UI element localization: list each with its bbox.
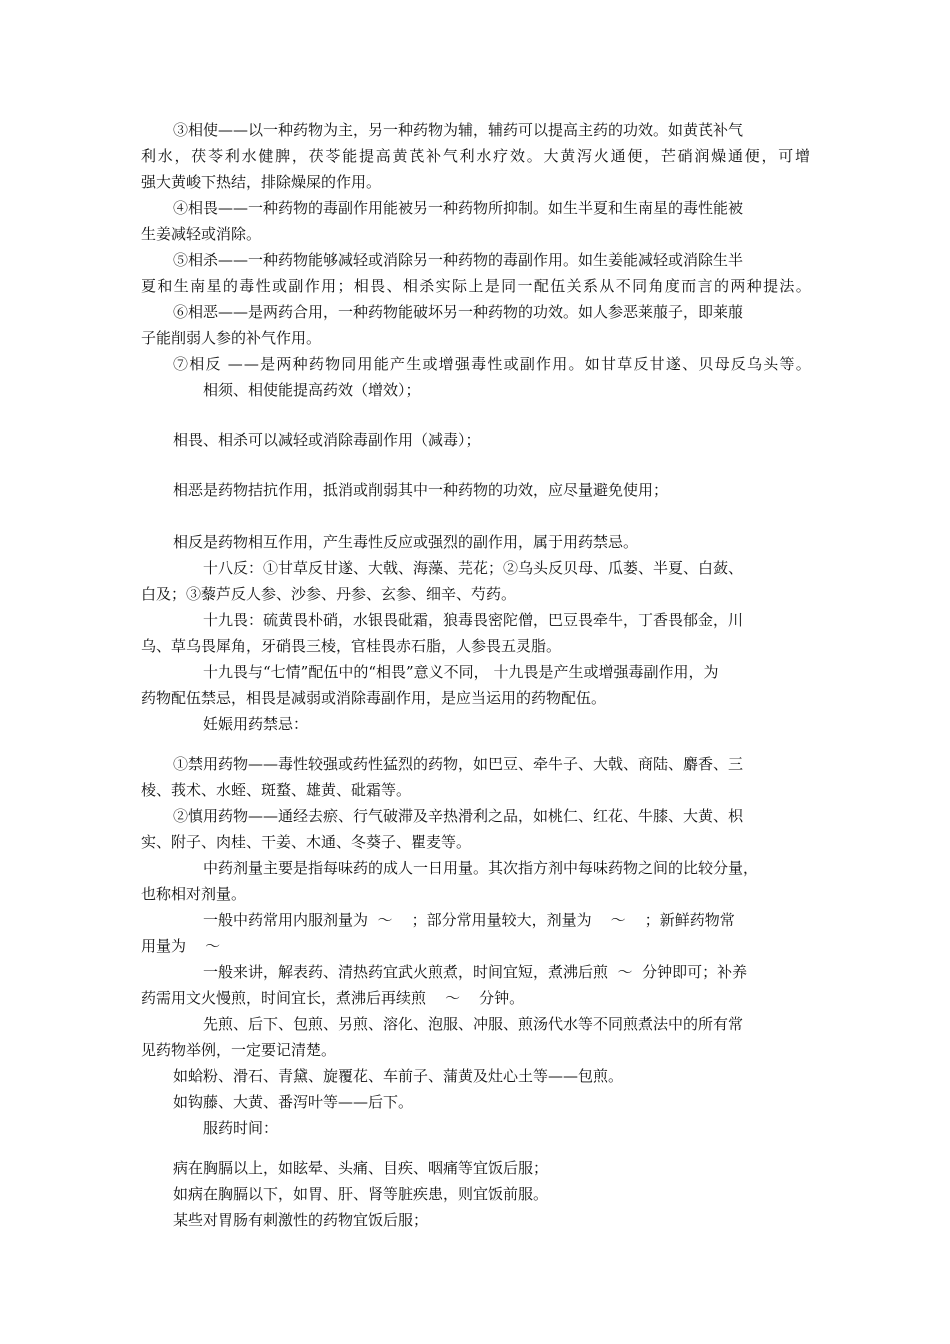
text-line: 如钩藤、大黄、番泻叶等——后下。: [173, 1093, 414, 1111]
text-line: 实、附子、肉桂、干姜、木通、冬葵子、瞿麦等。: [141, 833, 472, 851]
text-line: 也称相对剂量。: [141, 885, 247, 903]
text-line: 相恶是药物拮抗作用，抵消或削弱其中一种药物的功效，应尽量避免使用；: [173, 481, 669, 499]
text-line: 先煎、后下、包煎、另煎、溶化、泡服、冲服、煎汤代水等不同煎煮法中的所有常: [203, 1015, 744, 1033]
text-line: 药需用文火慢煎，时间宜长，煮沸后再续煎 ～ 分钟。: [141, 989, 525, 1007]
text-line: 十八反：①甘草反甘遂、大戟、海藻、芫花；②乌头反贝母、瓜蒌、半夏、白蔹、: [203, 559, 744, 577]
text-line: ③相使——以一种药物为主，另一种药物为辅，辅药可以提高主药的功效。如黄芪补气: [173, 121, 744, 139]
text-line: ⑥相恶——是两药合用，一种药物能破坏另一种药物的功效。如人参恶莱菔子，即莱菔: [173, 303, 744, 321]
text-line: 一般来讲，解表药、清热药宜武火煎煮，时间宜短，煮沸后煎 ～ 分钟即可；补养: [203, 963, 748, 981]
text-line: 见药物举例，一定要记清楚。: [141, 1041, 337, 1059]
text-line: 利水，茯苓利水健脾，茯苓能提高黄芪补气利水疗效。大黄泻火通便，芒硝润燥通便，可增: [141, 147, 812, 165]
text-line: 如蛤粉、滑石、青黛、旋覆花、车前子、蒲黄及灶心土等——包煎。: [173, 1067, 624, 1085]
text-line: 中药剂量主要是指每味药的成人一日用量。其次指方剂中每味药物之间的比较分量，: [203, 859, 759, 877]
text-line: 某些对胃肠有刺激性的药物宜饭后服；: [173, 1211, 429, 1229]
text-line: 棱、莪术、水蛭、斑蝥、雄黄、砒霜等。: [141, 781, 412, 799]
text-line: ⑤相杀——一种药物能够减轻或消除另一种药物的毒副作用。如生姜能减轻或消除生半: [173, 251, 744, 269]
text-line: 药物配伍禁忌，相畏是减弱或消除毒副作用，是应当运用的药物配伍。: [141, 689, 607, 707]
text-line: 用量为 ～: [141, 937, 221, 955]
text-line: ①禁用药物——毒性较强或药性猛烈的药物，如巴豆、牵牛子、大戟、商陆、麝香、三: [173, 755, 744, 773]
text-line: 相畏、相杀可以减轻或消除毒副作用（减毒）；: [173, 431, 481, 449]
text-line: 十九畏与“七情”配伍中的“相畏”意义不同， 十九畏是产生或增强毒副作用，为: [203, 663, 719, 681]
text-line: 乌、草乌畏犀角，牙硝畏三棱，官桂畏赤石脂，人参畏五灵脂。: [141, 637, 562, 655]
text-line: 夏和生南星的毒性或副作用；相畏、相杀实际上是同一配伍关系从不同角度而言的两种提法。: [141, 277, 813, 295]
text-line: 白及；③藜芦反人参、沙参、丹参、玄参、细辛、芍药。: [141, 585, 517, 603]
text-line: ⑦相反 ——是两种药物同用能产生或增强毒性或副作用。如甘草反甘遂、贝母反乌头等。: [173, 355, 812, 373]
text-line: 妊娠用药禁忌：: [203, 715, 309, 733]
text-line: 相须、相使能提高药效（增效）；: [203, 381, 421, 399]
text-line: 子能削弱人参的补气作用。: [141, 329, 322, 347]
text-line: 生姜减轻或消除。: [141, 225, 262, 243]
text-line: 一般中药常用内服剂量为 ～ ；部分常用量较大，剂量为 ～ ；新鲜药物常: [203, 911, 735, 929]
text-line: 如病在胸膈以下，如胃、肝、肾等脏疾患，则宜饭前服。: [173, 1185, 549, 1203]
text-line: 服药时间：: [203, 1119, 279, 1137]
text-line: ④相畏——一种药物的毒副作用能被另一种药物所抑制。如生半夏和生南星的毒性能被: [173, 199, 744, 217]
text-line: ②慎用药物——通经去瘀、行气破滞及辛热滑利之品，如桃仁、红花、牛膝、大黄、枳: [173, 807, 744, 825]
text-line: 病在胸膈以上，如眩晕、头痛、目疾、咽痛等宜饭后服；: [173, 1159, 549, 1177]
text-line: 相反是药物相互作用，产生毒性反应或强烈的副作用，属于用药禁忌。: [173, 533, 639, 551]
text-line: 十九畏：硫黄畏朴硝，水银畏砒霜，狼毒畏密陀僧，巴豆畏牵牛，丁香畏郁金，川: [203, 611, 744, 629]
text-line: 强大黄峻下热结，排除燥屎的作用。: [141, 173, 382, 191]
